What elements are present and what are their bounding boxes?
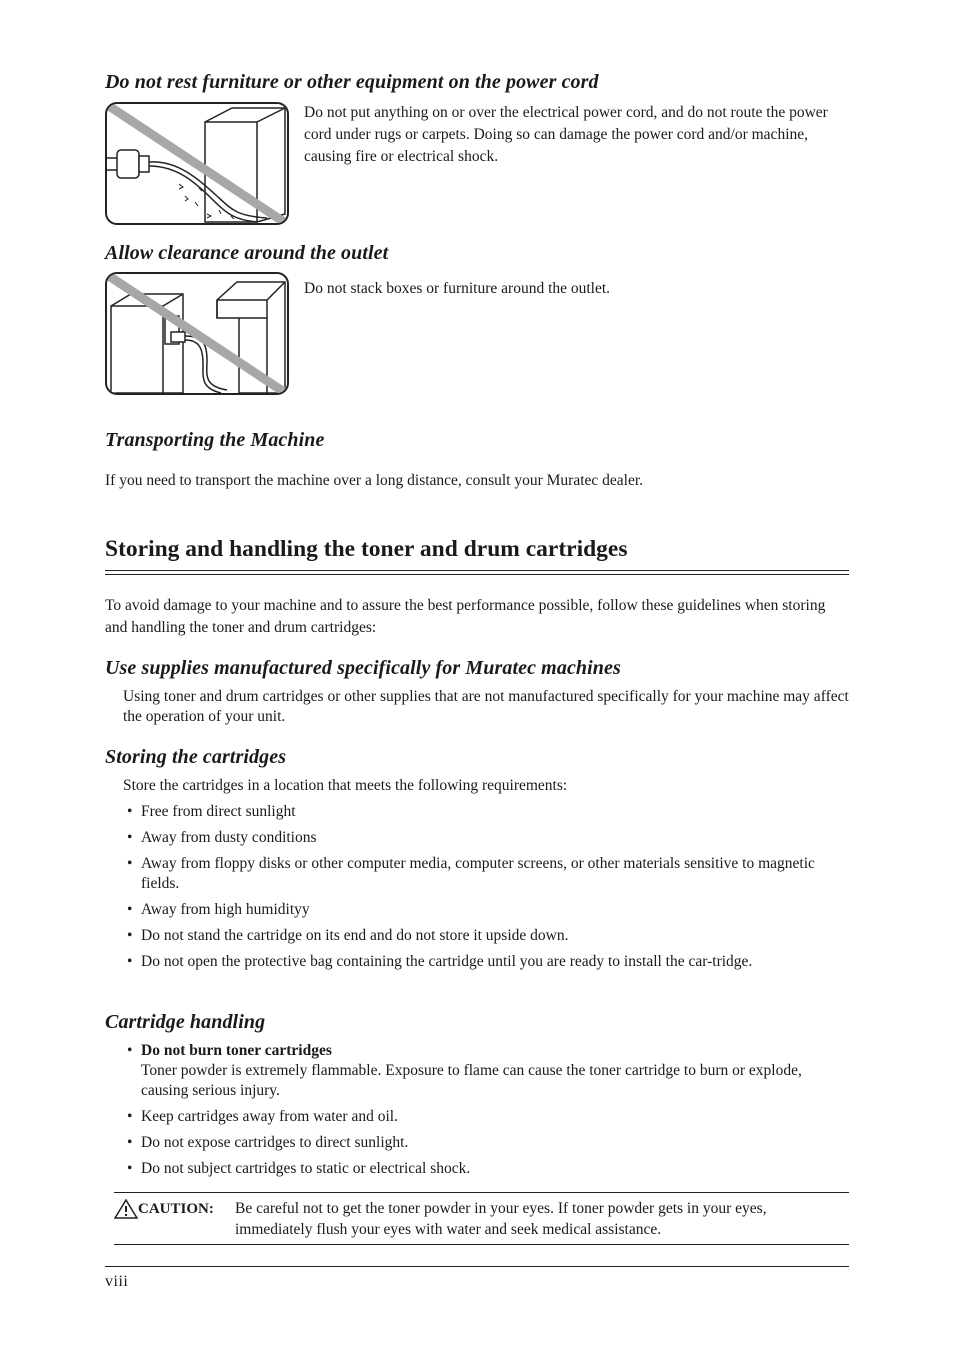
supplies-heading: Use supplies manufactured specifically for Muratec machines xyxy=(105,657,621,679)
bullet-glyph: • xyxy=(127,829,133,846)
handling-list xyxy=(123,1041,849,1185)
bullet-glyph: • xyxy=(127,927,133,944)
transport-heading: Transporting the Machine xyxy=(105,429,325,451)
caution-label: CAUTION: xyxy=(138,1200,214,1217)
storing-heading: Storing the cartridges xyxy=(105,746,287,768)
list-item-text: Away from high humidityy xyxy=(141,901,310,918)
bullet-glyph: • xyxy=(127,1042,133,1059)
page-number: viii xyxy=(105,1273,129,1290)
list-item xyxy=(123,802,849,822)
caution-label-group xyxy=(114,1199,214,1219)
outlet-text: Do not stack boxes or furniture around the outlet. xyxy=(304,280,611,297)
supplies-text: Using toner and drum cartridges or other supplies that are not manufactured specifically for your machine may affect the operation of your unit. xyxy=(123,688,849,725)
list-item-text: Free from direct sunlight xyxy=(141,803,296,820)
list-item-text: Keep cartridges away from water and oil. xyxy=(141,1108,398,1125)
bullet-glyph: • xyxy=(127,1134,133,1151)
list-item xyxy=(123,926,849,946)
list-item-text: Do not stand the cartridge on its end and do not store it upside down. xyxy=(141,927,569,944)
outlet-illustration xyxy=(105,272,289,395)
burn-warning-title: Do not burn toner cartridges xyxy=(141,1042,332,1059)
list-item xyxy=(123,1041,849,1101)
section-title: Storing and handling the toner and drum cartridges xyxy=(105,536,628,562)
burn-warning-text: Toner powder is extremely flammable. Exposure to flame can cause the toner cartridge to burn or explode, causing serious injury. xyxy=(141,1062,802,1099)
footer-rule xyxy=(105,1266,849,1267)
cord-under-furniture-illustration xyxy=(107,104,287,223)
section-title-rule xyxy=(105,570,849,575)
list-item-text: Away from floppy disks or other computer media, computer screens, or other materials sensitive to magnetic fields. xyxy=(141,855,815,892)
bullet-glyph: • xyxy=(127,901,133,918)
caution-box xyxy=(114,1192,849,1245)
caution-text: Be careful not to get the toner powder in your eyes. If toner powder gets in your eyes, immediately flush your eyes with water and seek medical assistance. xyxy=(235,1200,767,1238)
list-item xyxy=(123,1133,849,1153)
bullet-glyph: • xyxy=(127,1160,133,1177)
list-item xyxy=(123,1159,849,1179)
outlet-clearance-illustration xyxy=(107,274,287,393)
storing-intro: Store the cartridges in a location that meets the following requirements: xyxy=(123,777,568,794)
bullet-glyph: • xyxy=(127,803,133,820)
list-item xyxy=(123,952,849,972)
list-item xyxy=(123,828,849,848)
outlet-heading: Allow clearance around the outlet xyxy=(105,242,389,264)
list-item-text: Do not subject cartridges to static or electrical shock. xyxy=(141,1160,471,1177)
toner-intro: To avoid damage to your machine and to assure the best performance possible, follow these guidelines when storing and handling the toner and drum cartridges: xyxy=(105,597,826,636)
list-item-text: Do not open the protective bag containing the cartridge until you are ready to install the car-tridge. xyxy=(141,953,753,970)
list-item-text: Do not expose cartridges to direct sunlight. xyxy=(141,1134,409,1151)
list-item xyxy=(123,900,849,920)
storing-list xyxy=(123,802,849,978)
transport-text: If you need to transport the machine over a long distance, consult your Muratec dealer. xyxy=(105,472,644,489)
warning-triangle-icon xyxy=(114,1199,138,1219)
list-item xyxy=(123,854,849,894)
bullet-glyph: • xyxy=(127,953,133,970)
handling-heading: Cartridge handling xyxy=(105,1011,266,1033)
list-item-text: Away from dusty conditions xyxy=(141,829,317,846)
list-item xyxy=(123,1107,849,1127)
cord-text: Do not put anything on or over the electrical power cord, and do not route the power cord under rugs or carpets. Doing so can damage the power cord and/or machine, causing fire or electrical shock. xyxy=(304,104,828,165)
bullet-glyph: • xyxy=(127,1108,133,1125)
bullet-glyph: • xyxy=(127,855,133,872)
cord-illustration xyxy=(105,102,289,225)
cord-heading: Do not rest furniture or other equipment on the power cord xyxy=(105,71,599,93)
